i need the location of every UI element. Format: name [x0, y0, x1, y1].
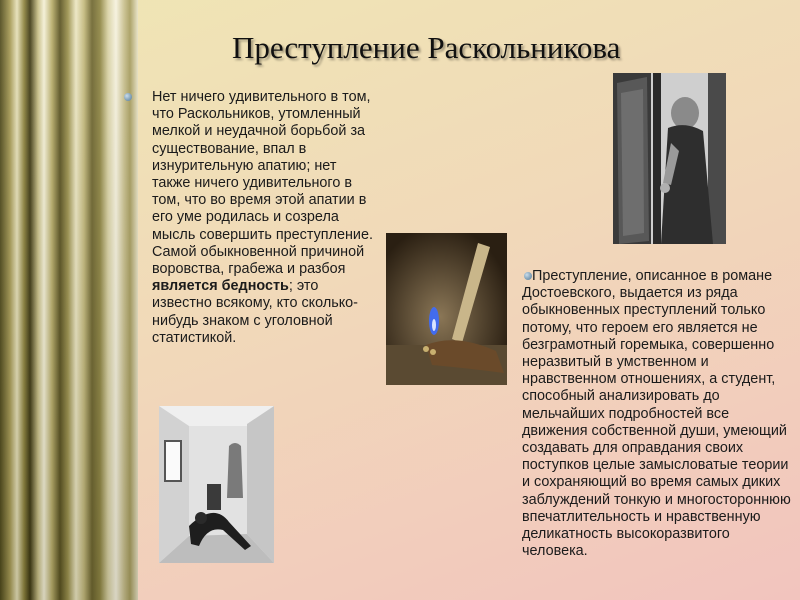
- candle-illustration: [386, 233, 507, 385]
- right-paragraph: [522, 268, 794, 560]
- decorative-side-stripes: [0, 0, 138, 600]
- raskolnikov-room-illustration: [159, 406, 274, 563]
- left-paragraph-text-2: ; это известно всякому, кто сколько-нибудь знаком с уголовной статистикой.: [152, 278, 358, 346]
- right-paragraph-text: Преступление, описанное в романе Достоевского, выдается из ряда обыкновенных преступлений только потому, что героем его является не безграмотный горемыка, совершенно неразвитый в умственном и нравственном отношениях, а студент, способный анализировать до мельчайших подробностей все движения собственной души, умеющий создавать для оправдания своих поступков целые замысловатые теории и сохраняющий во время самых диких заблуждений тонкую и многостороннюю впечатлительность и нравственную деликатность высокоразвитого человека.: [522, 268, 791, 560]
- old-woman-door-illustration: [613, 73, 726, 244]
- bullet-icon: [124, 93, 132, 101]
- left-paragraph: [152, 89, 378, 347]
- left-paragraph-text-1: Нет ничего удивительного в том, что Раскольников, утомленный мелкой и неудачной борьбой за существование, впал в изнурительную апатию; нет также ничего удивительного в том, что во время этой апатии в его уме родилась и созрела мысль совершить преступление. Самой обыкновенной причиной воровства, грабежа и разбоя: [152, 89, 373, 278]
- slide-title: Преступление Раскольникова: [232, 30, 621, 65]
- left-paragraph-bold: является бедность: [152, 278, 289, 295]
